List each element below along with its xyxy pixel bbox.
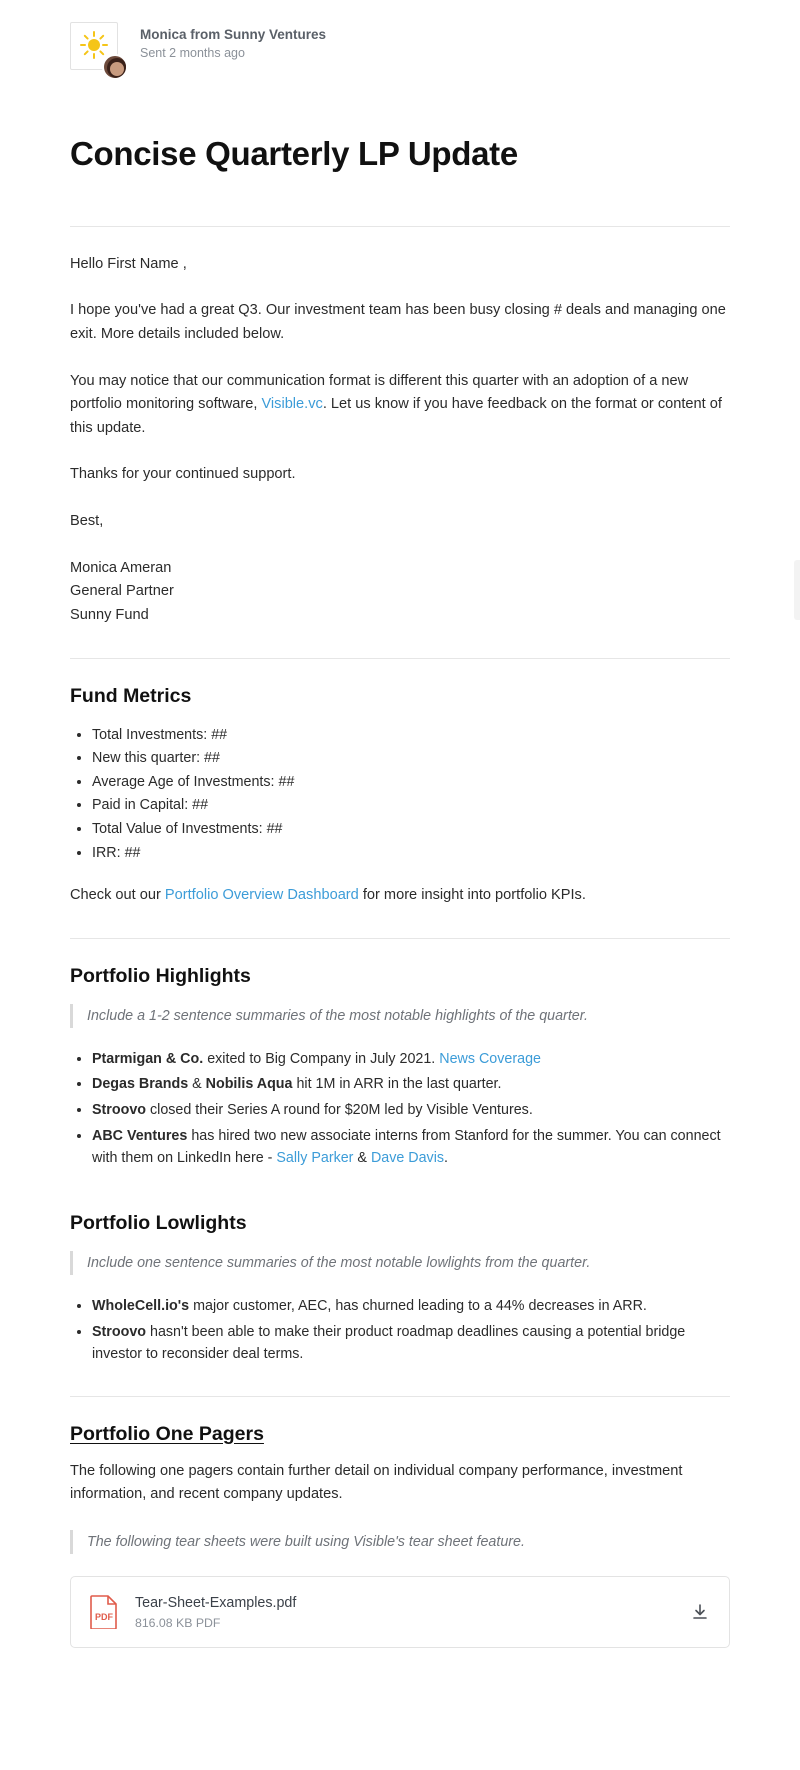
- highlight-company: Ptarmigan & Co.: [92, 1050, 204, 1067]
- sent-timestamp: Sent 2 months ago: [140, 46, 245, 61]
- highlight-company: Stroovo: [92, 1102, 147, 1119]
- list-item: • IRR: ##: [92, 842, 730, 865]
- attachment-file-meta: 816.08 KB PDF: [135, 1616, 221, 1631]
- portfolio-overview-dashboard-link[interactable]: Portfolio Overview Dashboard: [164, 887, 359, 904]
- paragraph-2-text-before: You may notice that our communication format is different this quarter with an adoption of a new portfolio monitoring software,: [70, 372, 689, 413]
- fund-metrics-footer-before: Check out our: [70, 887, 165, 904]
- sally-parker-link[interactable]: Sally Parker: [276, 1150, 354, 1167]
- signature-role: General Partner: [70, 583, 174, 600]
- list-item: [92, 1321, 730, 1366]
- divider: [70, 658, 730, 659]
- paragraph-3: Thanks for your continued support.: [70, 466, 296, 483]
- visible-vc-link[interactable]: Visible.vc: [261, 396, 323, 413]
- highlight-text: &: [188, 1076, 206, 1093]
- one-pagers-paragraph: The following one pagers contain further detail on individual company performance, investment information, and recent company updates.: [70, 1462, 683, 1503]
- paragraph-2: [70, 370, 730, 441]
- portfolio-highlights-list: [70, 1048, 730, 1170]
- news-coverage-link[interactable]: News Coverage: [439, 1050, 541, 1067]
- highlights-callout: [70, 1004, 730, 1028]
- highlight-company: Nobilis Aqua: [205, 1076, 293, 1093]
- divider: [70, 1396, 730, 1397]
- list-item: • Paid in Capital: ##: [92, 794, 730, 817]
- lowlight-company: WholeCell.io's: [92, 1297, 190, 1314]
- paragraph-1: I hope you've had a great Q3. Our investment team has been busy closing # deals and managing one exit. More details included below.: [70, 302, 726, 342]
- list-item: [92, 1295, 730, 1318]
- list-item: • Total Investments: ##: [92, 724, 730, 747]
- dave-davis-link[interactable]: Dave Davis: [370, 1150, 445, 1167]
- attachment-card[interactable]: [70, 1576, 730, 1648]
- lowlight-company: Stroovo: [92, 1323, 147, 1340]
- avatar-photo: [102, 54, 128, 80]
- portfolio-lowlights-heading: Portfolio Lowlights: [70, 1211, 247, 1234]
- list-item: [92, 1099, 730, 1122]
- list-item: [92, 1048, 730, 1071]
- highlight-text: .: [444, 1150, 449, 1167]
- attachment-file-name: Tear-Sheet-Examples.pdf: [135, 1595, 297, 1612]
- highlight-text: has hired two new associate interns from Stanford for the summer. You can connect with them on LinkedIn here -: [92, 1127, 721, 1167]
- highlight-text: closed their Series A round for $20M led by Visible Ventures.: [146, 1102, 533, 1119]
- svg-text:PDF: PDF: [95, 1612, 113, 1623]
- fund-metrics-list: [70, 724, 730, 864]
- lowlights-callout-text: Include one sentence summaries of the most notable lowlights from the quarter.: [87, 1254, 591, 1271]
- scroll-edge-indicator: [794, 560, 800, 620]
- fund-metrics-heading: Fund Metrics: [70, 684, 192, 707]
- highlight-company: ABC Ventures: [92, 1127, 188, 1144]
- fund-metrics-footer-after: for more insight into portfolio KPIs.: [358, 887, 586, 904]
- signature-fund: Sunny Fund: [70, 607, 149, 623]
- highlight-text: exited to Big Company in July 2021.: [203, 1050, 440, 1067]
- signature-name: Monica Ameran: [70, 559, 172, 576]
- email-content: [70, 22, 730, 1648]
- divider: [70, 226, 730, 227]
- portfolio-one-pagers-heading: Portfolio One Pagers: [70, 1422, 264, 1445]
- one-pagers-callout-text: The following tear sheets were built using Visible's tear sheet feature.: [87, 1533, 525, 1550]
- lowlight-text: hasn't been able to make their product roadmap deadlines causing a potential bridge investor to reconsider deal terms.: [92, 1323, 686, 1363]
- download-icon: [691, 1603, 709, 1621]
- closing: Best,: [70, 513, 104, 530]
- list-item: [92, 1125, 730, 1170]
- sender-header: [70, 22, 730, 78]
- portfolio-lowlights-list: [70, 1295, 730, 1366]
- portfolio-highlights-heading: Portfolio Highlights: [70, 964, 251, 987]
- page-title: Concise Quarterly LP Update: [70, 135, 518, 172]
- greeting: Hello First Name ,: [70, 255, 187, 272]
- fund-metrics-footer: [70, 884, 730, 908]
- signature-block: [70, 557, 730, 628]
- download-button[interactable]: [689, 1601, 711, 1623]
- sender-name: Monica from Sunny Ventures: [140, 27, 327, 42]
- list-item: • New this quarter: ##: [92, 747, 730, 770]
- divider: [70, 938, 730, 939]
- avatar: [70, 22, 126, 78]
- highlight-text: hit 1M in ARR in the last quarter.: [292, 1076, 502, 1093]
- pdf-file-icon: [89, 1595, 119, 1629]
- attachment-info: [135, 1594, 689, 1630]
- list-item: • Average Age of Investments: ##: [92, 771, 730, 794]
- highlights-callout-text: Include a 1-2 sentence summaries of the most notable highlights of the quarter.: [87, 1007, 588, 1024]
- sender-info: [140, 22, 326, 63]
- lowlight-text: major customer, AEC, has churned leading to a 44% decreases in ARR.: [189, 1297, 647, 1314]
- list-item: [92, 1073, 730, 1096]
- paragraph-2-text-after: . Let us know if you have feedback on the format or content of this update.: [70, 396, 722, 436]
- highlight-company: Degas Brands: [92, 1076, 189, 1093]
- one-pagers-callout: [70, 1530, 730, 1554]
- lowlights-callout: [70, 1251, 730, 1275]
- highlight-text: &: [353, 1150, 371, 1167]
- list-item: • Total Value of Investments: ##: [92, 818, 730, 841]
